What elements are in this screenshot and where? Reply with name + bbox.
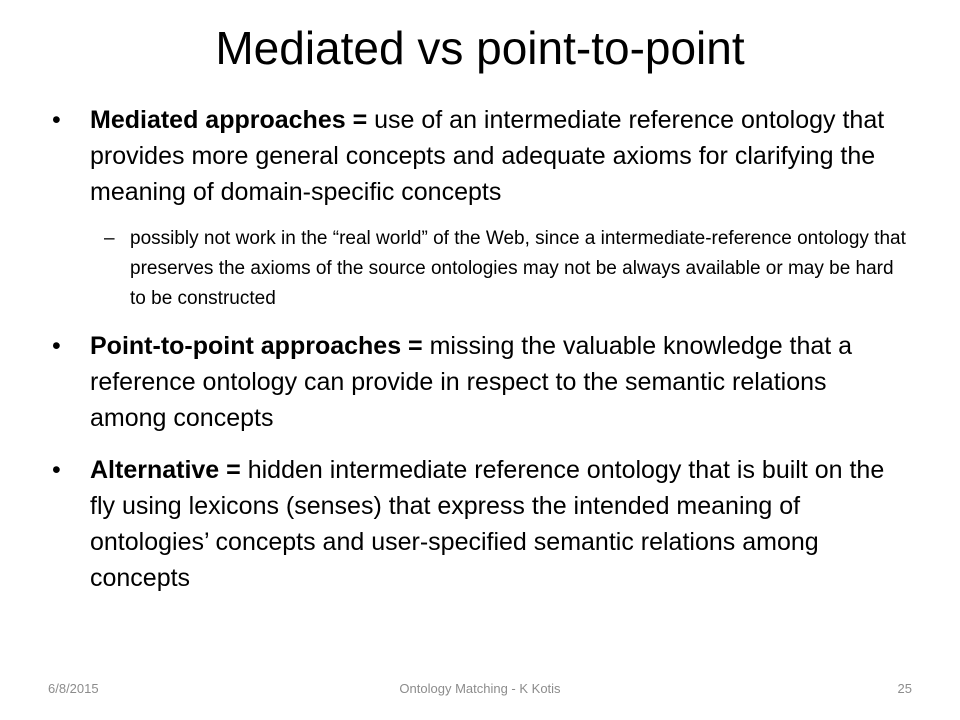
sub-bullet-text: possibly not work in the “real world” of the Web, since a intermediate-reference ontology that preserves the axioms of the source ontologies may not be always available or may be hard to be constructed <box>130 228 906 309</box>
bullet-text: missing the valuable knowledge that a reference ontology can provide in respect to the semantic relations among concepts <box>90 332 853 432</box>
slide-content <box>48 102 908 612</box>
bullet-text: use of an intermediate reference ontology that provides more general concepts and adequate axioms for clarifying the meaning of domain-specific concepts <box>90 106 885 206</box>
sub-bullet-marker: – <box>104 228 115 249</box>
bullet-lead: Point-to-point approaches = <box>90 332 423 360</box>
bullet-alternative <box>48 452 908 596</box>
bullet-lead: Mediated approaches = <box>90 106 368 134</box>
bullet-mediated <box>48 102 908 210</box>
footer-page-number: 25 <box>897 681 912 696</box>
bullet-marker: • <box>52 106 61 134</box>
bullet-point-to-point <box>48 328 908 436</box>
slide-title: Mediated vs point-to-point <box>215 22 745 74</box>
bullet-marker: • <box>52 456 61 484</box>
bullet-text: hidden intermediate reference ontology that is built on the fly using lexicons (senses) that express the intended meaning of ontologies’ concepts and user-specified semantic relations among concepts <box>90 456 885 592</box>
sub-bullet-mediated <box>48 224 908 314</box>
footer-date: 6/8/2015 <box>48 681 99 696</box>
bullet-lead: Alternative = <box>90 456 241 484</box>
bullet-marker: • <box>52 332 61 360</box>
footer-title: Ontology Matching - K Kotis <box>399 681 561 696</box>
